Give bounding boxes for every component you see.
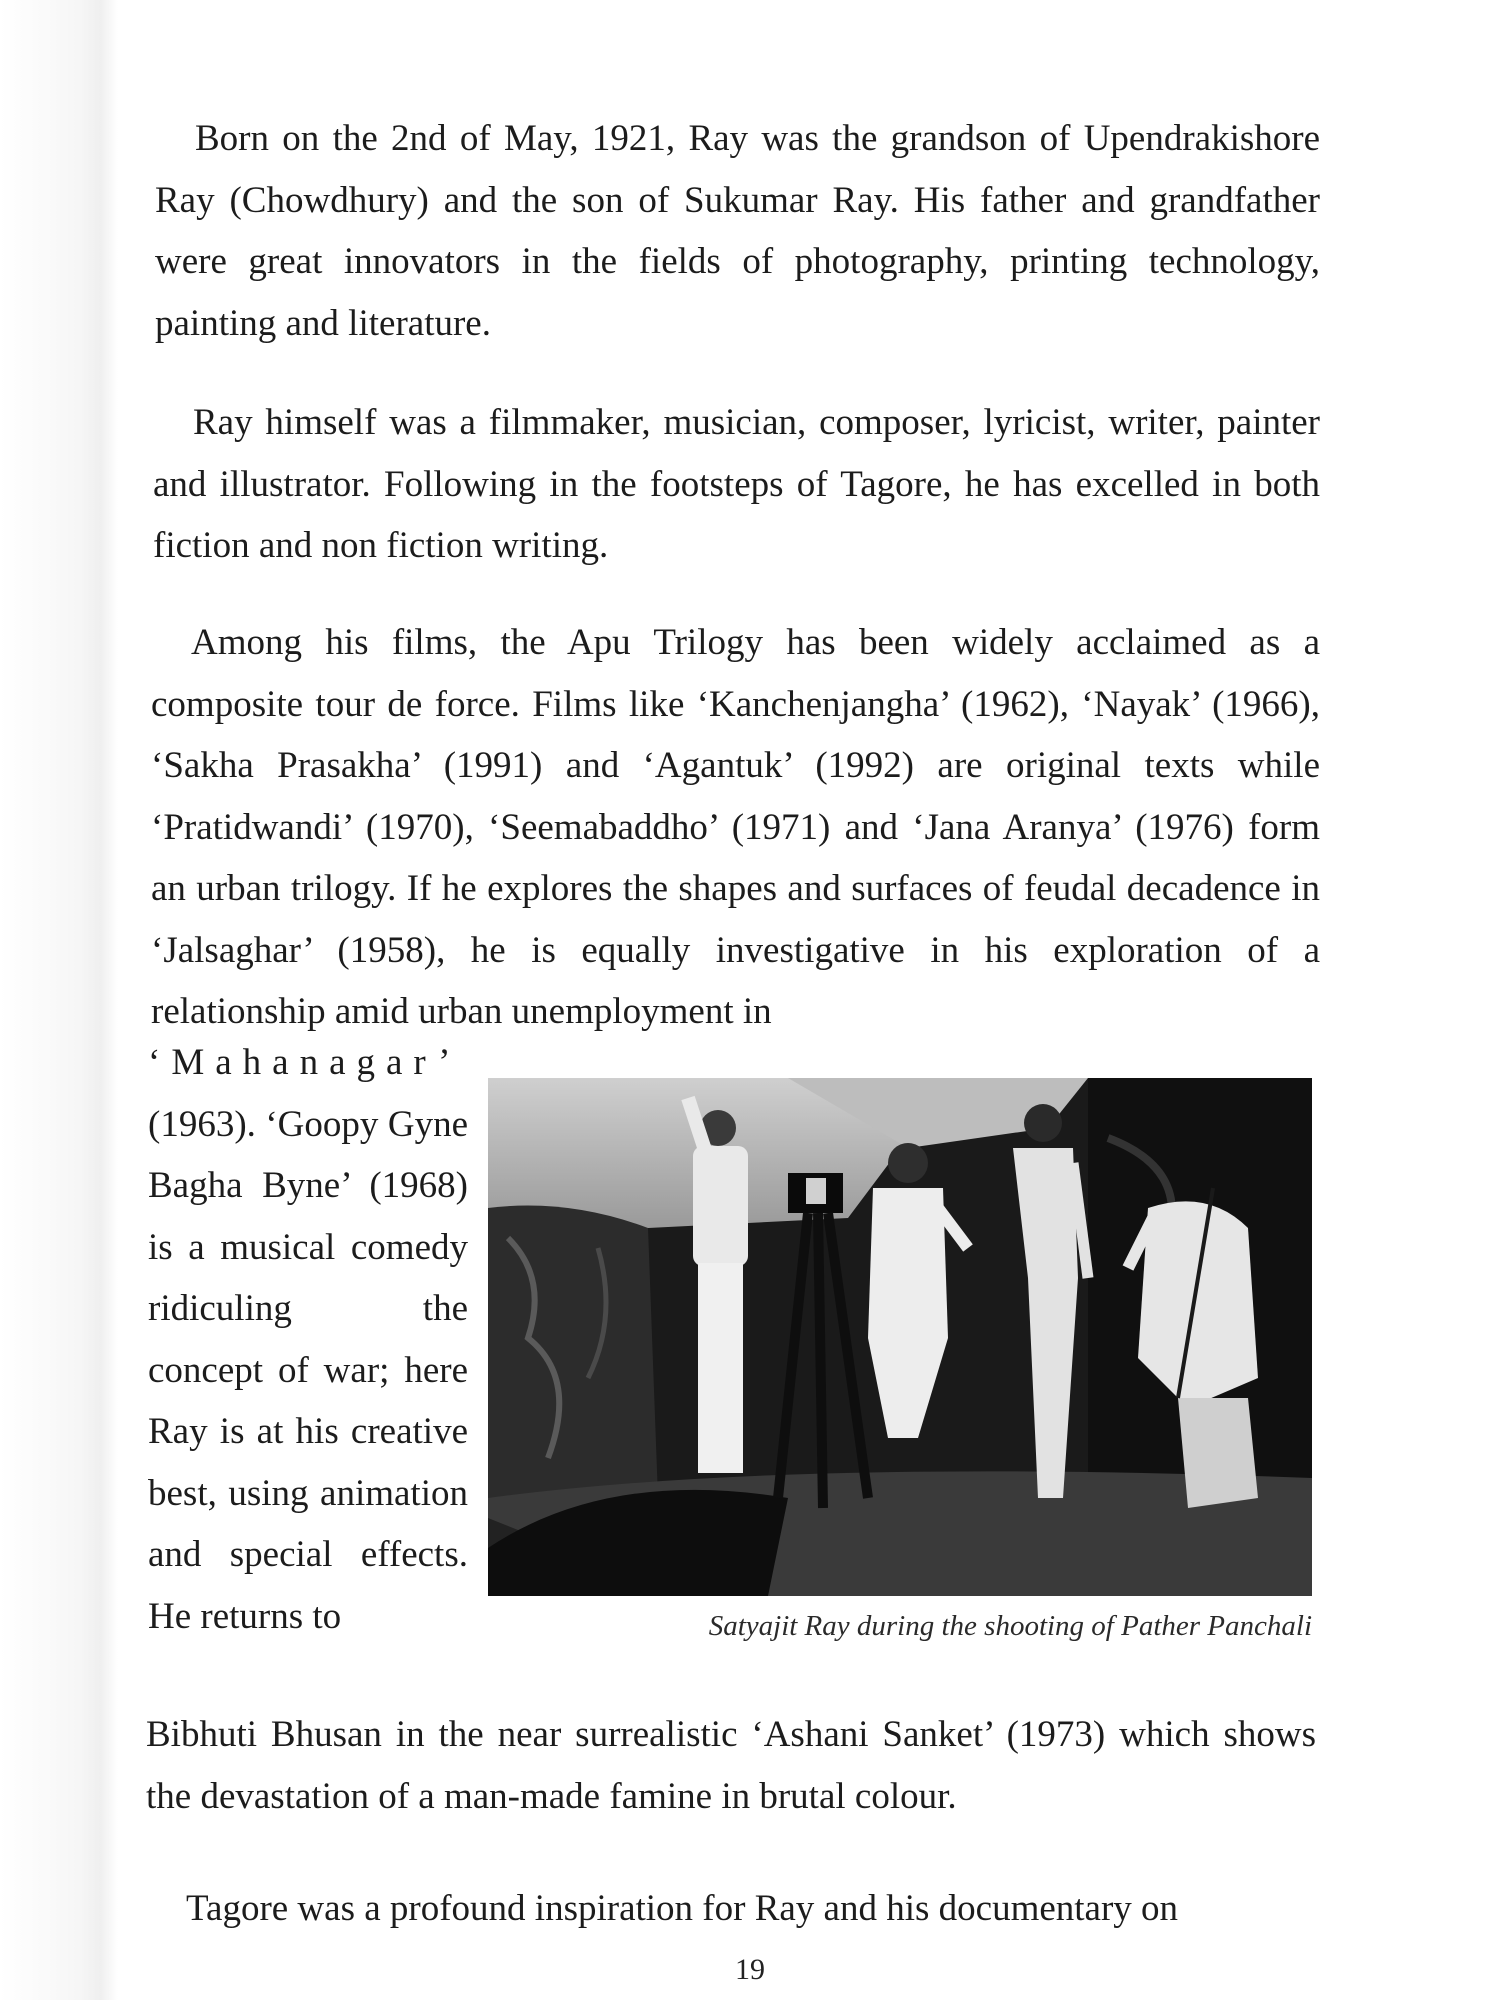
paragraph-ray-films: Among his films, the Apu Trilogy has been widely acclaimed as a composite tour de force. Films like ‘Kanchenjangha’ (1962), ‘Nayak’ (1966), ‘Sakha Prasakha’ (1991) and ‘Agantuk’ (1992) are original texts while ‘Pratidwandi’ (1970), ‘Seemabaddho’ (1971) and ‘Jana Aranya’ (1976) form an urban trilogy. If he explores the shapes and surfaces of feudal decadence in ‘Jalsaghar’ (1958), he is equally investigative in his exploration of a relationship amid urban unemployment in	[151, 622, 1320, 1032]
photo-illustration	[488, 1078, 1312, 1596]
photo-caption: Satyajit Ray during the shooting of Pather Panchali	[708, 1610, 1312, 1642]
paragraph-wrapped-text	[148, 1032, 468, 1647]
film-shooting-photo	[488, 1078, 1312, 1596]
paragraph-ray-birth: Born on the 2nd of May, 1921, Ray was the grandson of Upendrakishore Ray (Chowdhury) and the son of Sukumar Ray. His father and grandfather were great innovators in the fields of photography, printing technology, painting and literature.	[155, 118, 1320, 344]
paragraph-ray-roles: Ray himself was a filmmaker, musician, composer, lyricist, writer, painter and illustrator. Following in the footsteps of Tagore, he has excelled in both fiction and non fiction writing.	[153, 402, 1320, 566]
wrapped-text-lines: (1963). ‘Goopy Gyne Bagha Byne’ (1968) is a musical comedy ridiculing the concept of war; here Ray is at his creative best, using animation and special effects. He returns to	[148, 1103, 468, 1637]
paragraph-tagore-inspiration: Tagore was a profound inspiration for Ray and his documentary on	[186, 1888, 1179, 1929]
page-number: 19	[735, 1953, 765, 1986]
paragraph-ashani-sanket: Bibhuti Bhusan in the near surrealistic ‘Ashani Sanket’ (1973) which shows the devastation of a man-made famine in brutal colour.	[146, 1714, 1316, 1817]
mahanagar-title: ‘Mahanagar’	[148, 1042, 462, 1083]
